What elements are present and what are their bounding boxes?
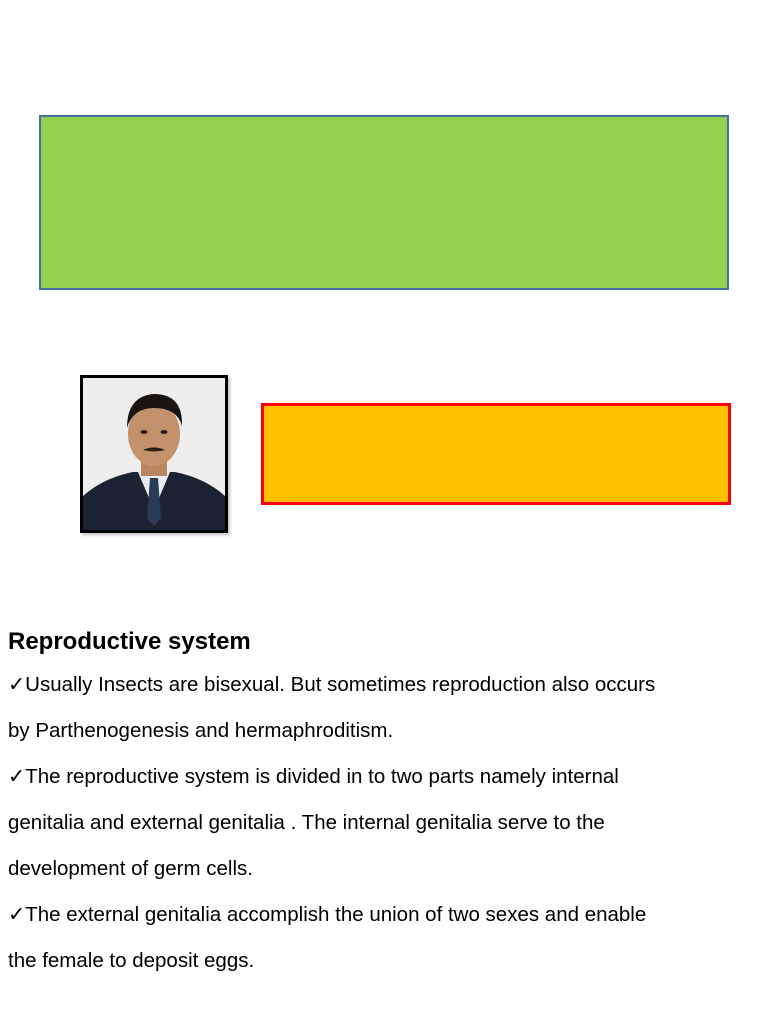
author-name-banner bbox=[261, 403, 731, 505]
body-line: the female to deposit eggs. bbox=[8, 949, 255, 972]
body-line: ✓The external genitalia accomplish the union of two sexes and enable bbox=[8, 903, 647, 926]
body-line: by Parthenogenesis and hermaphroditism. bbox=[8, 719, 394, 742]
author-photo bbox=[80, 375, 228, 533]
body-line: development of germ cells. bbox=[8, 857, 253, 880]
reproductive-system-section bbox=[8, 622, 758, 984]
section-heading: Reproductive system bbox=[8, 628, 251, 655]
portrait-image bbox=[83, 378, 225, 530]
body-line: ✓Usually Insects are bisexual. But sometimes reproduction also occurs bbox=[8, 673, 656, 696]
body-line: genitalia and external genitalia . The internal genitalia serve to the bbox=[8, 811, 605, 834]
title-banner bbox=[39, 115, 729, 290]
body-line: ✓The reproductive system is divided in to two parts namely internal bbox=[8, 765, 619, 788]
